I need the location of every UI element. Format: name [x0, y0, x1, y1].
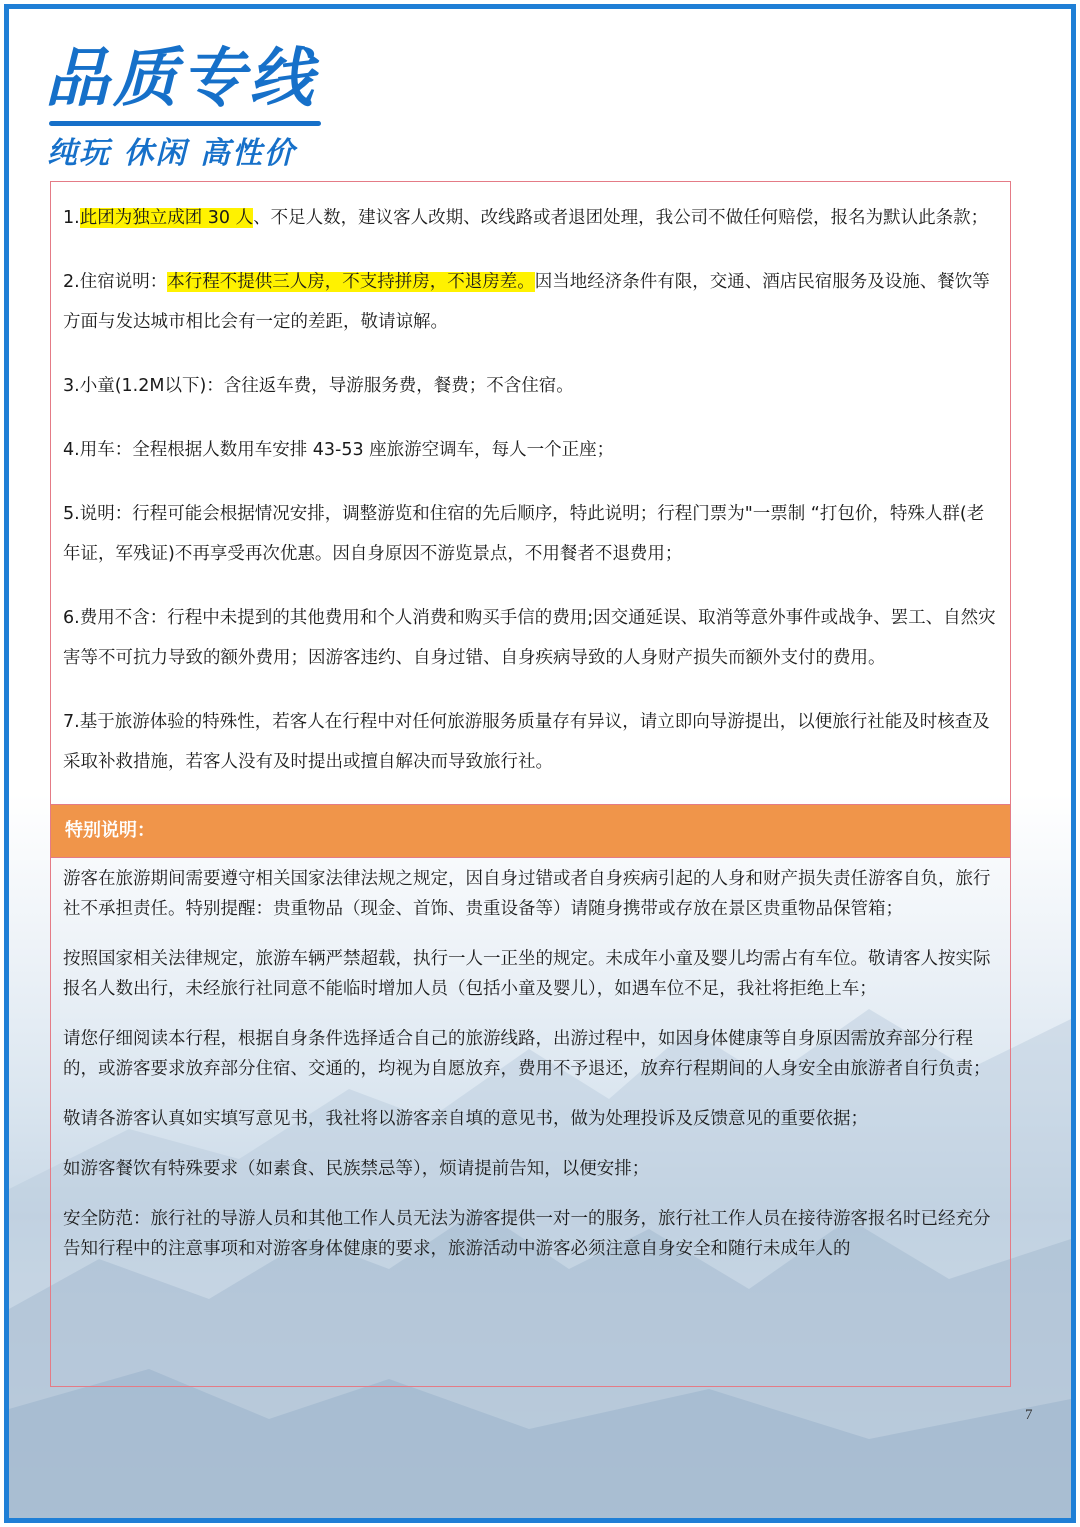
special-note: 如游客餐饮有特殊要求（如素食、民族禁忌等），烦请提前告知，以便安排；	[63, 1159, 650, 1179]
term-2	[63, 262, 1000, 342]
special-note: 游客在旅游期间需要遵守相关国家法律法规之规定，因自身过错或者自身疾病引起的人身和财产损失责任游客自负，旅行社不承担责任。特别提醒：贵重物品（现金、首饰、贵重设备等）请随身携带或存放在景区贵重物品保管箱；	[63, 869, 991, 919]
term-1	[63, 198, 1000, 238]
terms-list	[51, 182, 1010, 782]
brand-subtitle: 纯玩 休闲 高性价	[47, 136, 296, 171]
page-number: 7	[1025, 1407, 1033, 1423]
brand-title: 品质专线	[45, 42, 317, 116]
special-note: 安全防范：旅行社的导游人员和其他工作人员无法为游客提供一对一的服务，旅行社工作人员在接待游客报名时已经充分告知行程中的注意事项和对游客身体健康的要求，旅游活动中游客必须注意自身安全和随行未成年人的	[63, 1209, 991, 1259]
page-frame	[4, 4, 1076, 1523]
special-notes-header: 特别说明：	[51, 804, 1010, 858]
special-notes	[51, 858, 1010, 1264]
term-2-highlight: 本行程不提供三人房，不支持拼房，不退房差。	[167, 272, 535, 292]
term-2-text: 因当地经济条件有限，交通、酒店民宿服务及设施、餐饮等方面与发达城市相比会有一定的差距，敬请谅解。	[63, 272, 990, 332]
brand-underline	[49, 121, 321, 126]
term-5: 5.说明：行程可能会根据情况安排，调整游览和住宿的先后顺序，特此说明；行程门票为"一票制 “打包价，特殊人群(老年证，军残证)不再享受再次优惠。因自身原因不游览景点，不用餐者不退费用；	[63, 504, 985, 564]
special-note: 请您仔细阅读本行程，根据自身条件选择适合自己的旅游线路，出游过程中，如因身体健康等自身原因需放弃部分行程的，或游客要求放弃部分住宿、交通的，均视为自愿放弃，费用不予退还，放弃行程期间的人身安全由旅游者自行负责；	[63, 1029, 991, 1079]
term-1-highlight: 此团为独立成团 30 人	[79, 208, 254, 228]
special-note: 敬请各游客认真如实填写意见书，我社将以游客亲自填的意见书，做为处理投诉及反馈意见的重要依据；	[63, 1109, 868, 1129]
term-4: 4.用车：全程根据人数用车安排 43-53 座旅游空调车，每人一个正座；	[63, 440, 615, 460]
special-note: 按照国家相关法律规定，旅游车辆严禁超载，执行一人一正坐的规定。未成年小童及婴儿均需占有车位。敬请客人按实际报名人数出行，未经旅行社同意不能临时增加人员（包括小童及婴儿），如遇车位不足，我社将拒绝上车；	[63, 949, 991, 999]
term-1-prefix: 1.	[63, 208, 80, 228]
term-1-text: 、不足人数，建议客人改期、改线路或者退团处理，我公司不做任何赔偿，报名为默认此条款；	[253, 208, 989, 228]
term-6: 6.费用不含：行程中未提到的其他费用和个人消费和购买手信的费用;因交通延误、取消等意外事件或战争、罢工、自然灾害等不可抗力导致的额外费用；因游客违约、自身过错、自身疾病导致的人身财产损失而额外支付的费用。	[63, 608, 996, 668]
term-3: 3.小童(1.2M以下)：含往返车费，导游服务费，餐费；不含住宿。	[63, 376, 574, 396]
term-7: 7.基于旅游体验的特殊性，若客人在行程中对任何旅游服务质量存有异议，请立即向导游提出，以便旅行社能及时核查及采取补救措施，若客人没有及时提出或擅自解决而导致旅行社。	[63, 712, 990, 772]
content-box	[50, 181, 1011, 1387]
term-2-prefix: 2.住宿说明：	[63, 272, 168, 292]
